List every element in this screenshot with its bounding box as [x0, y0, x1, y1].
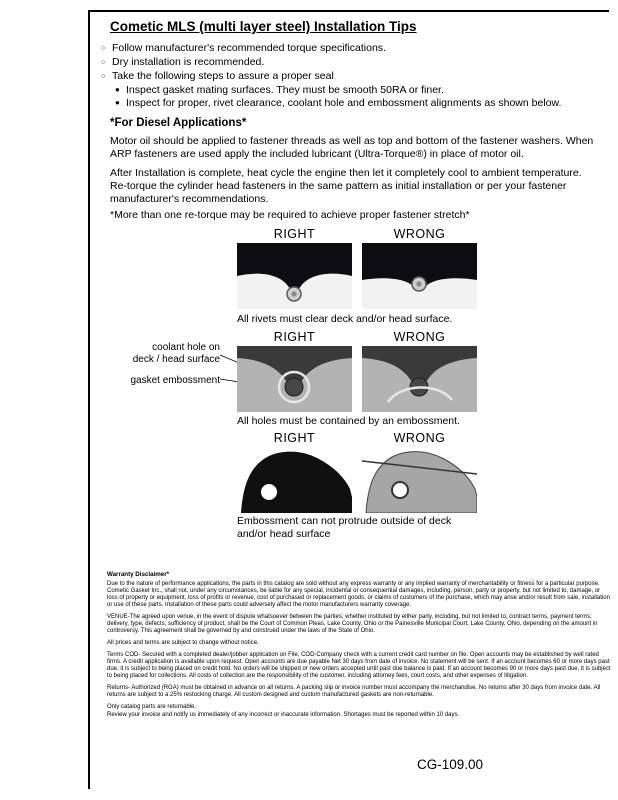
caption-row1: All rivets must clear deck and/or head surface.: [237, 313, 453, 325]
wrong-label-row2: WRONG: [393, 330, 446, 344]
warranty-heading: Warranty Disclaimer*: [107, 571, 170, 578]
page-title: Cometic MLS (multi layer steel) Installation Tips: [110, 19, 417, 34]
diesel-applications-heading: *For Diesel Applications*: [110, 117, 247, 129]
diesel-paragraph-2: After Installation is complete, heat cycle the engine then let it completely cool to ambient temperature. Re-torque the cylinder head fasteners in the same pattern as initial installation or per your fastener manufacturer's recommendations.: [110, 167, 582, 205]
tip-text: Dry installation is recommended.: [112, 56, 265, 68]
list-item: [101, 97, 606, 110]
tip-text: Inspect gasket mating surfaces. They must be smooth 50RA or finer.: [126, 84, 444, 96]
right-label-row3: RIGHT: [273, 431, 316, 445]
tips-list: [101, 42, 606, 110]
right-label-row2: RIGHT: [273, 330, 316, 344]
warranty-paragraph: Terms COD- Secured with a completed dealer/jobber application on File, COD-Company check with a current credit card number on file. Open accounts may be established by well rated firms. A credit application is available upon request. Open accounts are due payable Net 30 days from date of invoice. No statement will be sent. If an account becomes 60 or more days past due, it is subject to being placed on credit hold. No orders will be shipped or new orders accepted until past due balance is paid. If an account becomes 90 or more days past due, it is subject to being placed for collections. All costs of collection are the responsibility of the customer, including attorney fees, court costs, and other expenses of litigation.: [107, 652, 611, 679]
callout-gasket-embossment: gasket embossment: [130, 375, 220, 386]
open-bullet-icon: ○: [101, 45, 106, 52]
wrong-label-row1: WRONG: [393, 227, 446, 241]
caption-row3-line1: Embossment can not protrude outside of deck: [237, 515, 452, 527]
list-item: [101, 42, 606, 56]
callout-coolant-line2: deck / head surface: [132, 353, 220, 365]
retorque-note: *More than one re-torque may be required to achieve proper fastener stretch*: [110, 209, 470, 221]
page-border-top: [88, 10, 609, 12]
diagram-embossment-wrong: [362, 346, 477, 412]
warranty-paragraph: Due to the nature of performance applications, the parts in this catalog are sold without any express warranty or any implied warranty of merchantability or fitness for a particular purpose. Cometic Gasket Inc., shall not, under any circumstances, be liable for any special, incidental or consequential damages, including, person, party or property, but not limited to, damage, or loss of property or equipment, loss of profits or revenue, cost of purchased or replacement goods, or claims of customers of the purchase, which may arise and/or result from sale, installation or use of these parts. Installation of these parts could adversely affect the motor manufacturers warranty coverage.: [107, 581, 610, 608]
warranty-paragraph: VENUE-The agreed upon venue, in the event of dispute whatsoever between the parties, whether instituted by either party, including, but not limited to, contract terms, payment terms, delivery, type, defects, sufficiency of product, shall be the Court of Common Pleas, Lake County, Ohio or the Painesville Municipal Court, Lake County, Ohio, depending on the amount in controversy. This agreement shall be governed by and construed under the laws of the State of Ohio.: [107, 614, 598, 634]
open-bullet-icon: ○: [101, 73, 106, 80]
diagram-embossment-right: [237, 346, 352, 412]
caption-row3: [237, 515, 451, 541]
diagram-rivet-wrong: [362, 243, 477, 309]
page-border-left: [88, 10, 90, 789]
warranty-paragraph: All prices and terms are subject to change without notice.: [107, 640, 259, 646]
callout-coolant-hole: [110, 342, 220, 365]
open-bullet-icon: ○: [101, 59, 106, 66]
list-item: [101, 84, 606, 97]
list-item: [101, 70, 606, 84]
warranty-disclaimer: [107, 571, 612, 724]
diesel-paragraph-1: Motor oil should be applied to fastener threads as well as top and bottom of the fastener washers. When ARP fasteners are used apply the included lubricant (Ultra-Torque®) in place of motor oil.: [110, 135, 594, 160]
right-label-row1: RIGHT: [273, 227, 316, 241]
warranty-paragraph: Review your invoice and notify us immediately of any incorrect or inaccurate information. Shortages must be reported within 10 days.: [107, 712, 460, 718]
page-number: CG-109.00: [417, 757, 484, 772]
caption-row2: All holes must be contained by an embossment.: [237, 415, 460, 427]
tip-text: Take the following steps to assure a proper seal: [112, 70, 334, 82]
wrong-label-row3: WRONG: [393, 431, 446, 445]
diagram-protrusion-right: [237, 447, 352, 513]
caption-row3-line2: and/or head surface: [237, 528, 331, 540]
diagram-protrusion-wrong: [362, 447, 477, 513]
warranty-paragraph: Returns- Authorized (RGA) must be obtained in advance on all returns. A packing slip or invoice number must accompany the merchandise. No returns after 30 days from invoice date. All returns are subject to a 25% restocking charge. All custom designed and custom manufactured gaskets are non-returnable.: [107, 685, 601, 698]
warranty-paragraph: Only catalog parts are returnable.: [107, 704, 197, 710]
filled-bullet-icon: ●: [115, 85, 120, 94]
filled-bullet-icon: ●: [115, 98, 120, 107]
tip-text: Follow manufacturer's recommended torque specifications.: [112, 42, 386, 54]
diagram-rivet-right: [237, 243, 352, 309]
list-item: [101, 56, 606, 70]
tip-text: Inspect for proper, rivet clearance, coolant hole and embossment alignments as shown below.: [126, 97, 562, 109]
callout-coolant-line1: coolant hole on: [152, 342, 220, 353]
